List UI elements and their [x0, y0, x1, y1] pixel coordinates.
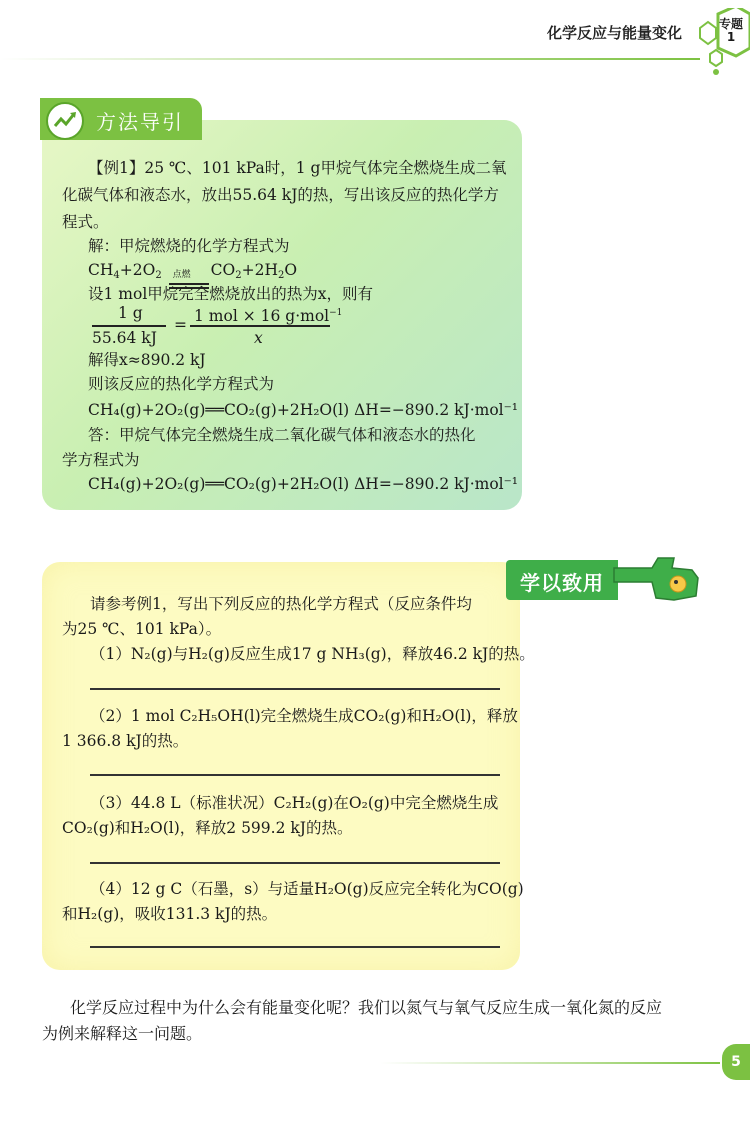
eq-ch4-sub: 4: [113, 270, 120, 281]
eq-ch4: CH: [88, 261, 114, 279]
chapter-tag: [714, 18, 748, 44]
question-4-line-1: （4）12 g C（石墨，s）与适量H₂O(g)反应完全转化为CO(g): [90, 880, 524, 898]
fraction1-numerator: 1 g: [118, 304, 143, 322]
trend-arrow-icon: [46, 102, 84, 140]
fraction2-numerator-sup: −1: [329, 308, 343, 318]
answer-line-2: 学方程式为: [62, 451, 140, 469]
page-number: 5: [722, 1044, 750, 1080]
chapter-tag-label: 专题: [718, 17, 743, 31]
practice-title: 学以致用: [520, 571, 604, 595]
answer-line-q2: [90, 774, 500, 776]
question-3-line-2: CO₂(g)和H₂O(l)，释放2 599.2 kJ的热。: [62, 819, 353, 837]
eq-plus-o2: +2O: [119, 261, 156, 279]
reaction-condition: 点燃: [172, 270, 191, 280]
eq-co2: CO: [210, 261, 236, 279]
example-text-line-1: 【例1】25 ℃、101 kPa时，1 g甲烷气体完全燃烧生成二氧: [88, 159, 507, 177]
eq-h2-sub: 2: [277, 270, 285, 281]
answer-line-q1: [90, 688, 500, 690]
result-line: 解得x≈890.2 kJ: [88, 351, 206, 369]
fraction2-numerator-text: 1 mol × 16 g·mol: [194, 307, 330, 325]
example-text-line-2: 化碳气体和液态水，放出55.64 kJ的热，写出该反应的热化学方: [62, 186, 499, 204]
assumption-line: 设1 mol甲烷完全燃烧放出的热为x，则有: [88, 285, 374, 303]
question-2-line-1: （2）1 mol C₂H₅OH(l)完全燃烧生成CO₂(g)和H₂O(l)，释放: [90, 707, 518, 725]
answer-line-q3: [90, 862, 500, 864]
chapter-tag-number: 1: [726, 30, 736, 44]
question-4-line-2: 和H₂(g)，吸收131.3 kJ的热。: [62, 905, 278, 923]
fraction1-bar: [92, 325, 166, 327]
fraction-equals: =: [174, 316, 187, 334]
question-3-line-1: （3）44.8 L（标准状况）C₂H₂(g)在O₂(g)中完全燃烧生成: [90, 794, 499, 812]
pointing-hand-icon: [612, 548, 700, 604]
fraction2-denominator: x: [254, 329, 263, 347]
eq-o2-sub: 2: [155, 270, 162, 281]
body-paragraph-line-1: 化学反应过程中为什么会有能量变化呢？我们以氮气与氧气反应生成一氧化氮的反应: [70, 998, 663, 1017]
fraction2-bar: [190, 325, 330, 327]
combustion-equation: [88, 260, 297, 286]
example-text-line-3: 程式。: [62, 213, 109, 231]
header-rule: [0, 58, 700, 60]
method-guide-title: 方法导引: [96, 110, 184, 134]
solution-intro: 解：甲烷燃烧的化学方程式为: [88, 237, 290, 255]
question-1: （1）N₂(g)与H₂(g)反应生成17 g NH₃(g)，释放46.2 kJ的热。: [90, 645, 535, 663]
fraction1-denominator: 55.64 kJ: [92, 329, 157, 347]
practice-intro-line-2: 为25 ℃、101 kPa）。: [62, 620, 222, 638]
answer-line-q4: [90, 946, 500, 948]
body-paragraph-line-2: 为例来解释这一问题。: [42, 1024, 203, 1043]
question-2-line-2: 1 366.8 kJ的热。: [62, 732, 189, 750]
page-header: [0, 0, 750, 80]
practice-intro-line-1: 请参考例1，写出下列反应的热化学方程式（反应条件均: [90, 595, 472, 613]
thermochemical-equation-2: CH₄(g)+2O₂(g)══CO₂(g)+2H₂O(l) ΔH=−890.2 kJ·mol⁻¹: [88, 475, 519, 493]
footer-rule: [380, 1062, 720, 1064]
eq-o: O: [284, 261, 298, 279]
then-line: 则该反应的热化学方程式为: [88, 375, 275, 393]
eq-co2-sub: 2: [235, 270, 242, 281]
thermochemical-equation-1: CH₄(g)+2O₂(g)══CO₂(g)+2H₂O(l) ΔH=−890.2 kJ·mol⁻¹: [88, 401, 519, 419]
eq-plus-h2: +2H: [241, 261, 278, 279]
chapter-title: 化学反应与能量变化: [546, 24, 682, 42]
fraction2-numerator: [194, 303, 342, 326]
answer-line-1: 答：甲烷气体完全燃烧生成二氧化碳气体和液态水的热化: [88, 426, 476, 444]
